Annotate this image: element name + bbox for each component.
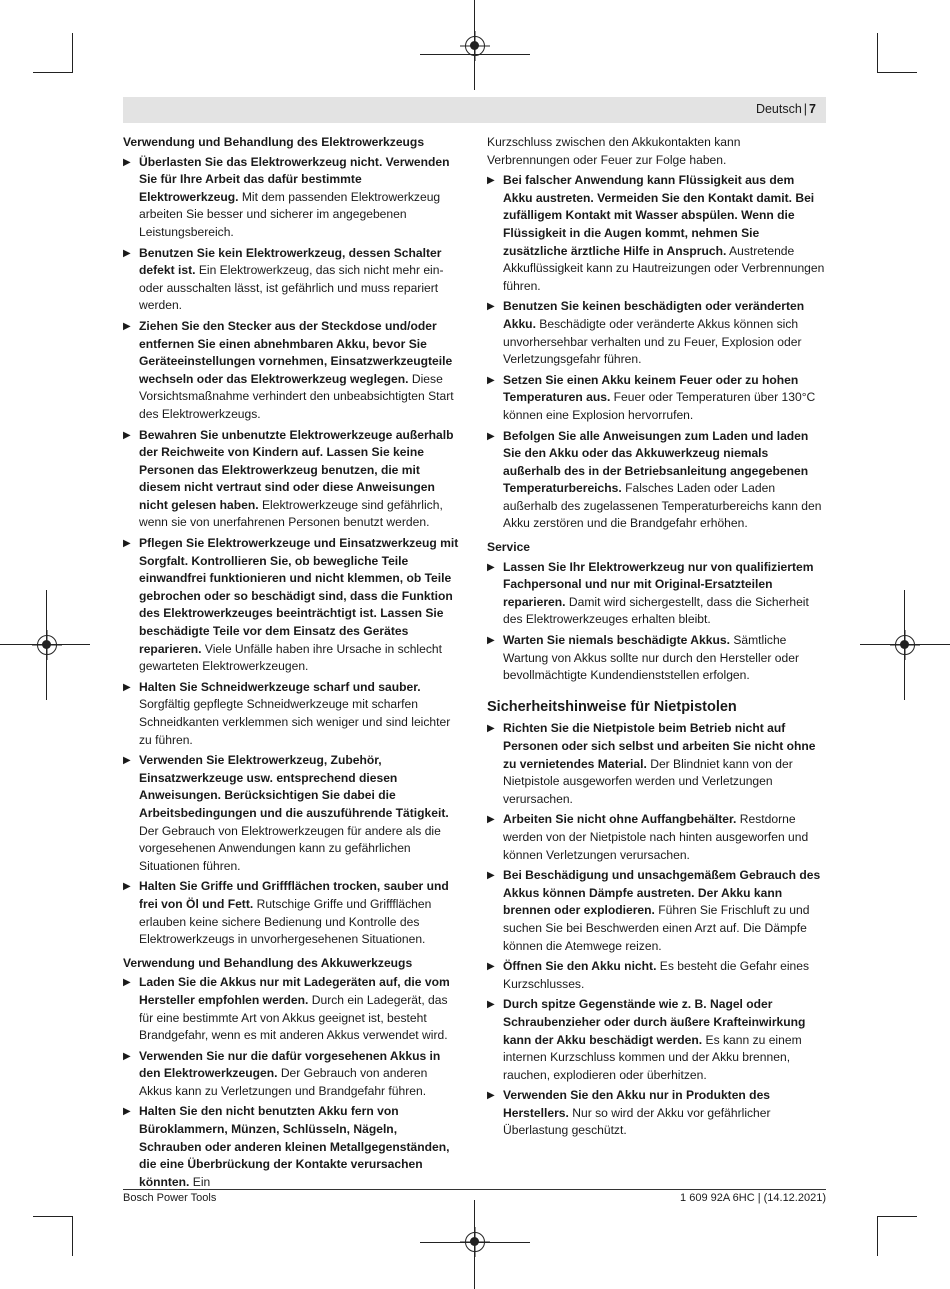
list-item-text: Elektrowerkzeuge sind gefährlich, wenn sie von unerfahrenen Personen benutzt werden. (139, 497, 443, 530)
list-item-text: Führen Sie Frischluft zu und suchen Sie bei Beschwerden einen Arzt auf. Die Dämpfe können die Atemwege reizen. (503, 903, 810, 953)
list-item-bold-text: Durch spitze Gegenstände wie z. B. Nagel oder Schraubenzieher oder durch äußere Krafteinwirkung kann der Akku beschädigt werden. (503, 997, 806, 1047)
list-power-tool-use (123, 154, 461, 949)
list-item (487, 720, 825, 808)
list-item (123, 245, 461, 315)
footer-brand: Bosch Power Tools (123, 1192, 217, 1204)
list-item (123, 679, 461, 749)
left-column (123, 134, 461, 1194)
list-item-bold-text: Verwenden Sie nur die dafür vorgesehenen Akkus in den Elektrowerkzeugen. (139, 1048, 441, 1081)
bullet-arrow-icon: ▶ (487, 175, 495, 187)
page-number: 7 (809, 102, 816, 116)
list-item (487, 958, 825, 993)
list-battery-tool-use (123, 974, 461, 1191)
registration-mark-icon (37, 635, 57, 655)
bullet-arrow-icon: ▶ (123, 429, 131, 441)
list-item (487, 867, 825, 955)
list-item-text: Rutschige Griffe und Griffflächen erlauben keine sichere Bedienung und Kontrolle des Elektrowerkzeugs in unvorhergesehenen Situationen. (139, 896, 432, 947)
list-item-bold-text: Lassen Sie Ihr Elektrowerkzeug nur von qualifiziertem Fachpersonal und nur mit Original-Ersatzteilen reparieren. (503, 559, 814, 609)
list-item-bold-text: Halten Sie Griffe und Griffflächen trocken, sauber und frei von Öl und Fett. (139, 879, 449, 911)
section-heading-battery-tool-use: Verwendung und Behandlung des Akkuwerkzeugs (123, 955, 413, 970)
list-battery-tool-use-continued (487, 172, 825, 533)
list-item-text: Der Gebrauch von anderen Akkus kann zu Verletzungen und Brandgefahr führen. (139, 1066, 428, 1098)
list-item-bold-text: Benutzen Sie keinen beschädigten oder veränderten Akku. (503, 299, 805, 331)
list-item (487, 428, 825, 534)
bullet-arrow-icon: ▶ (123, 156, 131, 168)
bullet-arrow-icon: ▶ (123, 1050, 131, 1062)
bullet-arrow-icon: ▶ (487, 999, 495, 1011)
list-item (123, 318, 461, 424)
registration-mark-icon (465, 36, 485, 56)
crop-mark (877, 1216, 917, 1217)
crop-mark (72, 1216, 73, 1256)
crop-mark (877, 1216, 878, 1256)
crop-mark (33, 1216, 73, 1217)
list-item-bold-text: Setzen Sie einen Akku keinem Feuer oder zu hohen Temperaturen aus. (503, 372, 799, 405)
list-item-text: Es besteht die Gefahr eines Kurzschlusses. (503, 959, 810, 991)
section-heading-power-tool-use: Verwendung und Behandlung des Elektrowerkzeugs (123, 135, 425, 149)
list-item-text: Ein Elektrowerkzeug, das sich nicht mehr ein- oder ausschalten lässt, ist gefährlich und muss repariert werden. (139, 263, 444, 313)
list-item (487, 1087, 825, 1140)
bullet-arrow-icon: ▶ (123, 755, 131, 767)
list-item (487, 372, 825, 425)
bullet-arrow-icon: ▶ (123, 881, 131, 893)
crop-mark (72, 33, 73, 73)
header-separator: | (803, 102, 808, 116)
bullet-arrow-icon: ▶ (487, 723, 495, 735)
list-service (487, 559, 825, 685)
list-rivet-safety (487, 720, 825, 1140)
list-item-text: Mit dem passenden Elektrowerkzeug arbeiten Sie besser und sicherer im angegebenen Leistungsbereich. (139, 189, 441, 239)
registration-mark-icon (465, 1232, 485, 1252)
list-item-bold-text: Öffnen Sie den Akku nicht. (503, 959, 657, 974)
list-item-text: Es kann zu einem internen Kurzschluss kommen und der Akku brennen, rauchen, explodieren oder überhitzen. (503, 1032, 802, 1082)
crop-mark (877, 33, 878, 73)
list-item (487, 996, 825, 1084)
list-item-text: Nur so wird der Akku vor gefährlicher Überlastung geschützt. (503, 1105, 771, 1138)
list-item (123, 535, 461, 676)
list-item-text: Feuer oder Temperaturen über 130°C können eine Explosion hervorrufen. (503, 390, 816, 422)
list-item (123, 1103, 461, 1191)
list-item-text: Restdorne werden von der Nietpistole nach hinten ausgeworfen und können Verletzungen verursachen. (503, 812, 809, 862)
list-item (123, 427, 461, 533)
crop-mark (877, 72, 917, 73)
list-item-bold-text: Laden Sie die Akkus nur mit Ladegeräten auf, die vom Hersteller empfohlen werden. (139, 975, 450, 1007)
header-language: Deutsch (755, 102, 802, 116)
list-item-bold-text: Halten Sie Schneidwerkzeuge scharf und sauber. (139, 679, 421, 694)
bullet-arrow-icon: ▶ (123, 538, 131, 550)
list-item (487, 172, 825, 295)
list-item (487, 559, 825, 629)
bullet-arrow-icon: ▶ (487, 961, 495, 973)
list-item-bold-text: Arbeiten Sie nicht ohne Auffangbehälter. (503, 812, 737, 827)
list-item-text: Damit wird sichergestellt, dass die Sicherheit des Elektrowerkzeuges erhalten bleibt. (503, 594, 809, 627)
bullet-arrow-icon: ▶ (123, 681, 131, 693)
list-item-bold-text: Überlasten Sie das Elektrowerkzeug nicht. Verwenden Sie für Ihre Arbeit das dafür bestimmte Elektrowerkzeug. (139, 154, 450, 204)
bullet-arrow-icon: ▶ (487, 374, 495, 386)
list-item-bold-text: Richten Sie die Nietpistole beim Betrieb nicht auf Personen oder sich selbst und arbeiten Sie nicht ohne zu vernietendes Material. (503, 721, 816, 771)
list-item (487, 811, 825, 864)
list-item (123, 974, 461, 1044)
footer-doc-id: 1 609 92A 6HC | (14.12.2021) (680, 1192, 826, 1204)
list-item-text: Falsches Laden oder Laden außerhalb des zugelassenen Temperaturbereichs kann den Akku zerstören und die Brandgefahr erhöhen. (503, 481, 822, 531)
list-item-bold-text: Bei Beschädigung und unsachgemäßem Gebrauch des Akkus können Dämpfe austreten. Der Akku kann brennen oder explodieren. (503, 868, 821, 918)
list-item-bold-text: Verwenden Sie den Akku nur in Produkten des Herstellers. (503, 1088, 771, 1120)
registration-mark-icon (895, 635, 915, 655)
list-item-bold-text: Benutzen Sie kein Elektrowerkzeug, dessen Schalter defekt ist. (139, 245, 442, 278)
list-item-text: Diese Vorsichtsmaßnahme verhindert den unbeabsichtigten Start des Elektrowerkzeugs. (139, 371, 454, 421)
bullet-arrow-icon: ▶ (487, 301, 495, 313)
list-item-text: Viele Unfälle haben ihre Ursache in schlecht gewarteten Elektrowerkzeugen. (139, 641, 442, 674)
list-item-bold-text: Halten Sie den nicht benutzten Akku fern von Büroklammern, Münzen, Schlüsseln, Nägeln, Schrauben oder anderen kleinen Metallgegenständen, die eine Überbrückung der Kontakte verursachen könnten. (139, 1104, 450, 1189)
bullet-arrow-icon: ▶ (487, 870, 495, 882)
list-item-bold-text: Pflegen Sie Elektrowerkzeuge und Einsatzwerkzeug mit Sorgfalt. Kontrollieren Sie, ob bewegliche Teile einwandfrei funktionieren und nicht klemmen, ob Teile gebrochen oder so beschädigt sind, dass die Funktion des Elektrowerkzeuges beeinträchtigt ist. Lassen Sie beschädigte Teile vor dem Einsatz des Gerätes reparieren. (139, 536, 459, 656)
bullet-arrow-icon: ▶ (487, 814, 495, 826)
list-item-bold-text: Verwenden Sie Elektrowerkzeug, Zubehör, Einsatzwerkzeuge usw. entsprechend diesen Anweisungen. Berücksichtigen Sie dabei die Arbeitsbedingungen und die auszuführende Tätigkeit. (139, 753, 449, 820)
bullet-arrow-icon: ▶ (487, 430, 495, 442)
section-heading-rivet-safety: Sicherheitshinweise für Nietpistolen (487, 698, 737, 715)
list-item-text: Der Gebrauch von Elektrowerkzeugen für andere als die vorgesehenen Anwendungen kann zu gefährlichen Situationen führen. (139, 823, 441, 873)
list-item (123, 154, 461, 242)
list-item (123, 1048, 461, 1101)
list-item-text: Austretende Akkuflüssigkeit kann zu Hautreizungen oder Verbrennungen führen. (503, 243, 825, 293)
continuation-paragraph: Kurzschluss zwischen den Akkukontakten kann Verbrennungen oder Feuer zur Folge haben. (487, 135, 741, 167)
list-item (487, 298, 825, 368)
list-item-bold-text: Bewahren Sie unbenutzte Elektrowerkzeuge außerhalb der Reichweite von Kindern auf. Lassen Sie keine Personen das Elektrowerkzeug benutzen, die mit diesem nicht vertraut sind oder diese Anweisungen nicht gelesen haben. (139, 427, 454, 512)
bullet-arrow-icon: ▶ (487, 635, 495, 647)
list-item-text: Beschädigte oder veränderte Akkus können sich unvorhersehbar verhalten und zu Feuer, Explosion oder Verletzungsgefahr führen. (503, 316, 802, 367)
list-item (487, 632, 825, 685)
header-text (756, 102, 816, 116)
page-header (123, 97, 826, 123)
list-item-text: Sämtliche Wartung von Akkus sollte nur durch den Hersteller oder bevollmächtigte Kundendienststellen erfolgen. (503, 633, 799, 683)
list-item-bold-text: Befolgen Sie alle Anweisungen zum Laden und laden Sie den Akku oder das Akkuwerkzeug niemals außerhalb des in der Betriebsanleitung angegebenen Temperaturbereichs. (503, 428, 809, 496)
list-item-text: Ein (189, 1174, 211, 1189)
bullet-arrow-icon: ▶ (123, 977, 131, 989)
list-item-text: Sorgfältig gepflegte Schneidwerkzeuge mit scharfen Schneidkanten verklemmen sich weniger und sind leichter zu führen. (139, 697, 451, 747)
bullet-arrow-icon: ▶ (487, 561, 495, 573)
list-item (123, 878, 461, 948)
list-item-bold-text: Warten Sie niemals beschädigte Akkus. (503, 633, 730, 648)
section-heading-service: Service (487, 540, 531, 555)
bullet-arrow-icon: ▶ (487, 1090, 495, 1102)
list-item-text: Durch ein Ladegerät, das für eine bestimmte Art von Akkus geeignet ist, besteht Brandgefahr, wenn es mit anderen Akkus verwendet wird. (139, 992, 448, 1043)
crop-mark (33, 72, 73, 73)
bullet-arrow-icon: ▶ (123, 320, 131, 332)
list-item (123, 752, 461, 875)
list-item-bold-text: Bei falscher Anwendung kann Flüssigkeit aus dem Akku austreten. Vermeiden Sie den Kontakt damit. Bei zufälligem Kontakt mit Wasser abspülen. Wenn die Flüssigkeit in die Augen kommt, nehmen Sie zusätzliche ärztliche Hilfe in Anspruch. (503, 173, 815, 258)
bullet-arrow-icon: ▶ (123, 247, 131, 259)
list-item-text: Der Blindniet kann von der Nietpistole ausgeworfen werden und Verletzungen verursachen. (503, 756, 793, 806)
footer-divider (123, 1189, 826, 1190)
bullet-arrow-icon: ▶ (123, 1106, 131, 1118)
right-column (487, 134, 825, 1143)
list-item-bold-text: Ziehen Sie den Stecker aus der Steckdose und/oder entfernen Sie einen abnehmbaren Akku, bevor Sie Geräteeinstellungen vornehmen, Einsatzwerkzeugteile wechseln oder das Elektrowerkzeug weglegen. (139, 318, 453, 386)
